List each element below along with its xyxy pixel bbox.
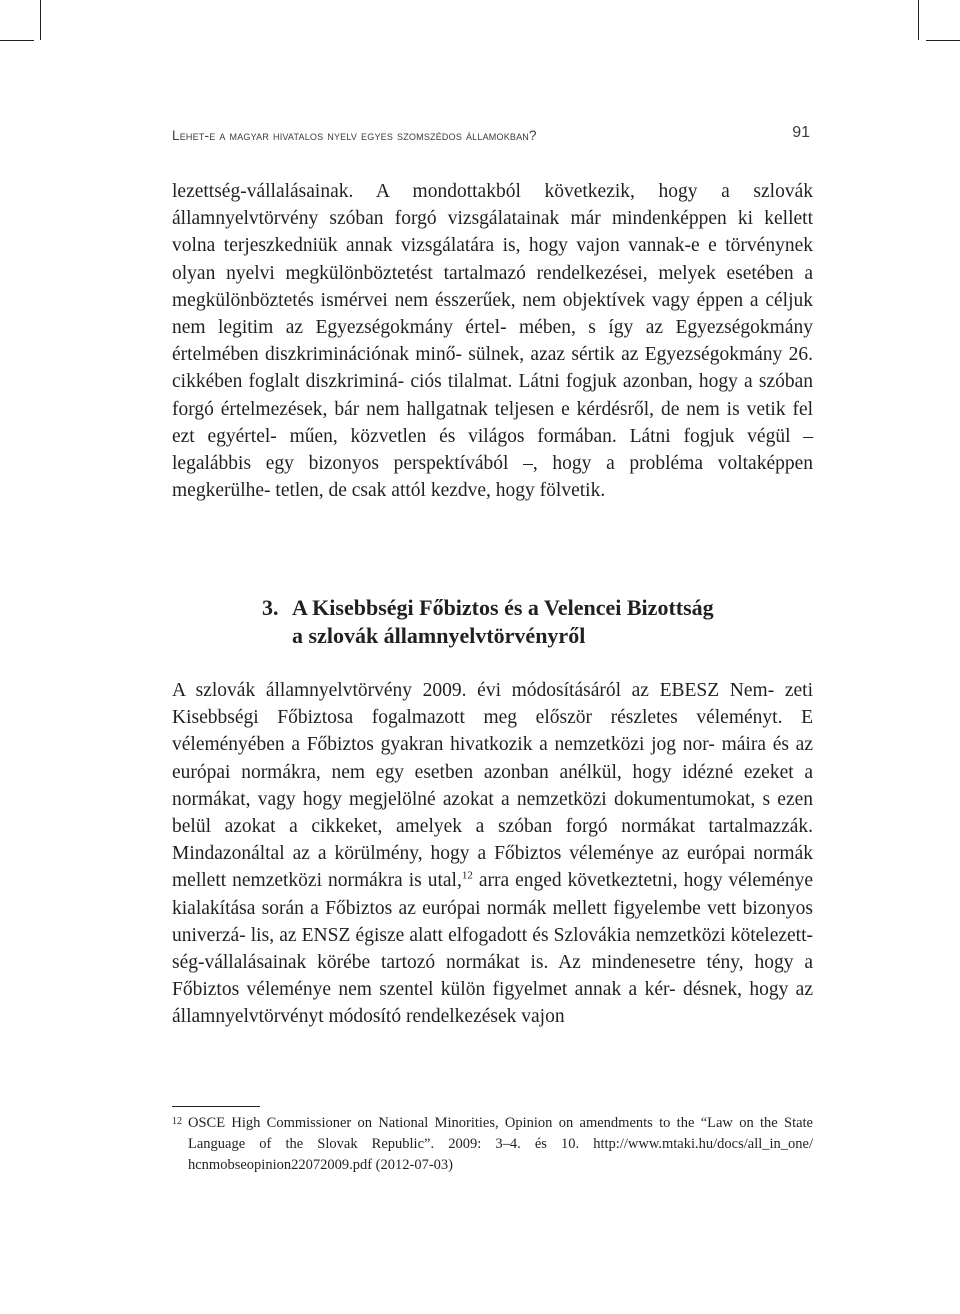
text-line: mében, s így az Egyezségokmány értelmében diszkriminációnak minő- — [172, 317, 813, 366]
text-line: lezettség-vállalásainak. A mondottakból következik, hogy a szlovák — [172, 181, 813, 202]
text-line: államnyelvtörvény szóban forgó vizsgálatainak már mindenképpen ki — [172, 208, 754, 230]
text-line: sülnek, azaz sértik az Egyezségokmány 26. cikkében foglalt diszkriminá- — [172, 344, 813, 393]
text-line: máira és az európai normákra, nem egy esetben azonban anélkül, hogy — [172, 734, 813, 783]
section-title-line-2: a szlovák államnyelvtörvényről — [292, 623, 586, 648]
text-line: ciós tilalmat. Látni fogjuk azonban, hogy a szóban forgó értelmezések, — [172, 371, 814, 420]
footnote-mark: 12 — [172, 1116, 182, 1127]
text-line: idézné ezeket a normákat, vagy hogy megjelölné azokat a nemzetközi — [172, 761, 814, 810]
text-line: bár nem hallgatnak teljesen e kérdésről, de nem is vetik fel ezt egyértel- — [172, 398, 814, 447]
text-line: dokumentumokat, s ezen belül azokat a cikkeket, amelyek a szóban — [172, 788, 814, 838]
section-title-line-1: A Kisebbségi Főbiztos és a Velencei Bizottság — [292, 595, 714, 620]
paragraph-1 — [172, 178, 813, 504]
text-line: désnek, hogy az államnyelvtörvényt módosító rendelkezések vajon — [172, 979, 813, 1028]
section-heading — [262, 594, 822, 650]
footnote-text — [188, 1113, 813, 1176]
footnote-line[interactable]: State Language of the Slovak Republic”. 2009: 3–4. és 10. http://www.mtaki.hu/docs/all_in_one/ — [188, 1115, 813, 1152]
section-number: 3. — [262, 595, 279, 620]
footnote-line: OSCE High Commissioner on National Minorities, Opinion on amendments to the “Law on the — [188, 1115, 778, 1131]
text-line: E véleményében a Főbiztos gyakran hivatkozik a nemzetközi jog nor- — [172, 707, 813, 756]
footnote-divider — [172, 1106, 260, 1107]
footnote — [172, 1113, 813, 1176]
crop-mark-right — [918, 0, 919, 40]
paragraph-2 — [172, 677, 813, 1031]
running-header: Lehet-e a magyar hivatalos nyelv egyes szomszédos államokban? — [172, 128, 537, 143]
text-line: e törvénynek olyan nyelvi megkülönböztetést tartalmazó rendelkezései, — [172, 235, 813, 284]
text-line: ség-vállalásainak körébe tartozó normákat is. Az mindenesetre tény, — [172, 952, 744, 974]
text-line: objektívek vagy éppen a céljuk nem legitim az Egyezségokmány értel- — [172, 289, 813, 339]
text-line-ref-after: arra enged következtetni, hogy véleménye kialakítása során a — [172, 870, 814, 919]
text-line: lis, az ENSZ égisze alatt elfogadott és Szlovákia nemzetközi kötelezett- — [250, 924, 814, 946]
text-line: zeti Kisebbségi Főbiztosa fogalmazott meg először részletes véleményt. — [172, 680, 814, 729]
crop-mark-left — [40, 0, 41, 40]
crop-mark-left-horizontal — [0, 40, 34, 41]
text-line: kellett volna terjeszkedniük annak vizsgálatára is, hogy vajon vannak-e — [172, 208, 813, 257]
page-number: 91 — [792, 124, 810, 141]
text-line: műen, közvetlen és világos formában. Látni fogjuk végül – legalábbis egy — [172, 425, 814, 475]
crop-mark-right-horizontal — [926, 40, 960, 41]
text-line: forgó normákat tartalmazzák. Mindazonáltal az a körülmény, hogy a — [172, 816, 814, 865]
footnote-line[interactable]: hcnmobseopinion22072009.pdf (2012-07-03) — [188, 1157, 453, 1173]
text-line-ref-before: utal, — [427, 870, 462, 892]
text-line: A szlovák államnyelvtörvény 2009. évi módosításáról az EBESZ Nem- — [172, 680, 775, 701]
footnote-reference[interactable]: 12 — [461, 869, 473, 882]
text-line: Főbiztos az európai normák mellett figyelembe vett bizonyos univerzá- — [172, 897, 813, 946]
text-line: melyek esetében a megkülönböztetés ismérvei nem ésszerűek, nem — [172, 262, 814, 311]
text-line: tetlen, de csak attól kezdve, hogy fölvetik. — [275, 480, 606, 502]
text-line: bizonyos perspektívából –, hogy a probléma voltaképpen megkerülhe- — [172, 453, 814, 502]
text-line: Főbiztos véleménye az európai normák mellett nemzetközi normákra is — [172, 843, 814, 892]
text-line: hogy a Főbiztos véleménye nem szentel külön figyelmet annak a kér- — [172, 952, 813, 1001]
